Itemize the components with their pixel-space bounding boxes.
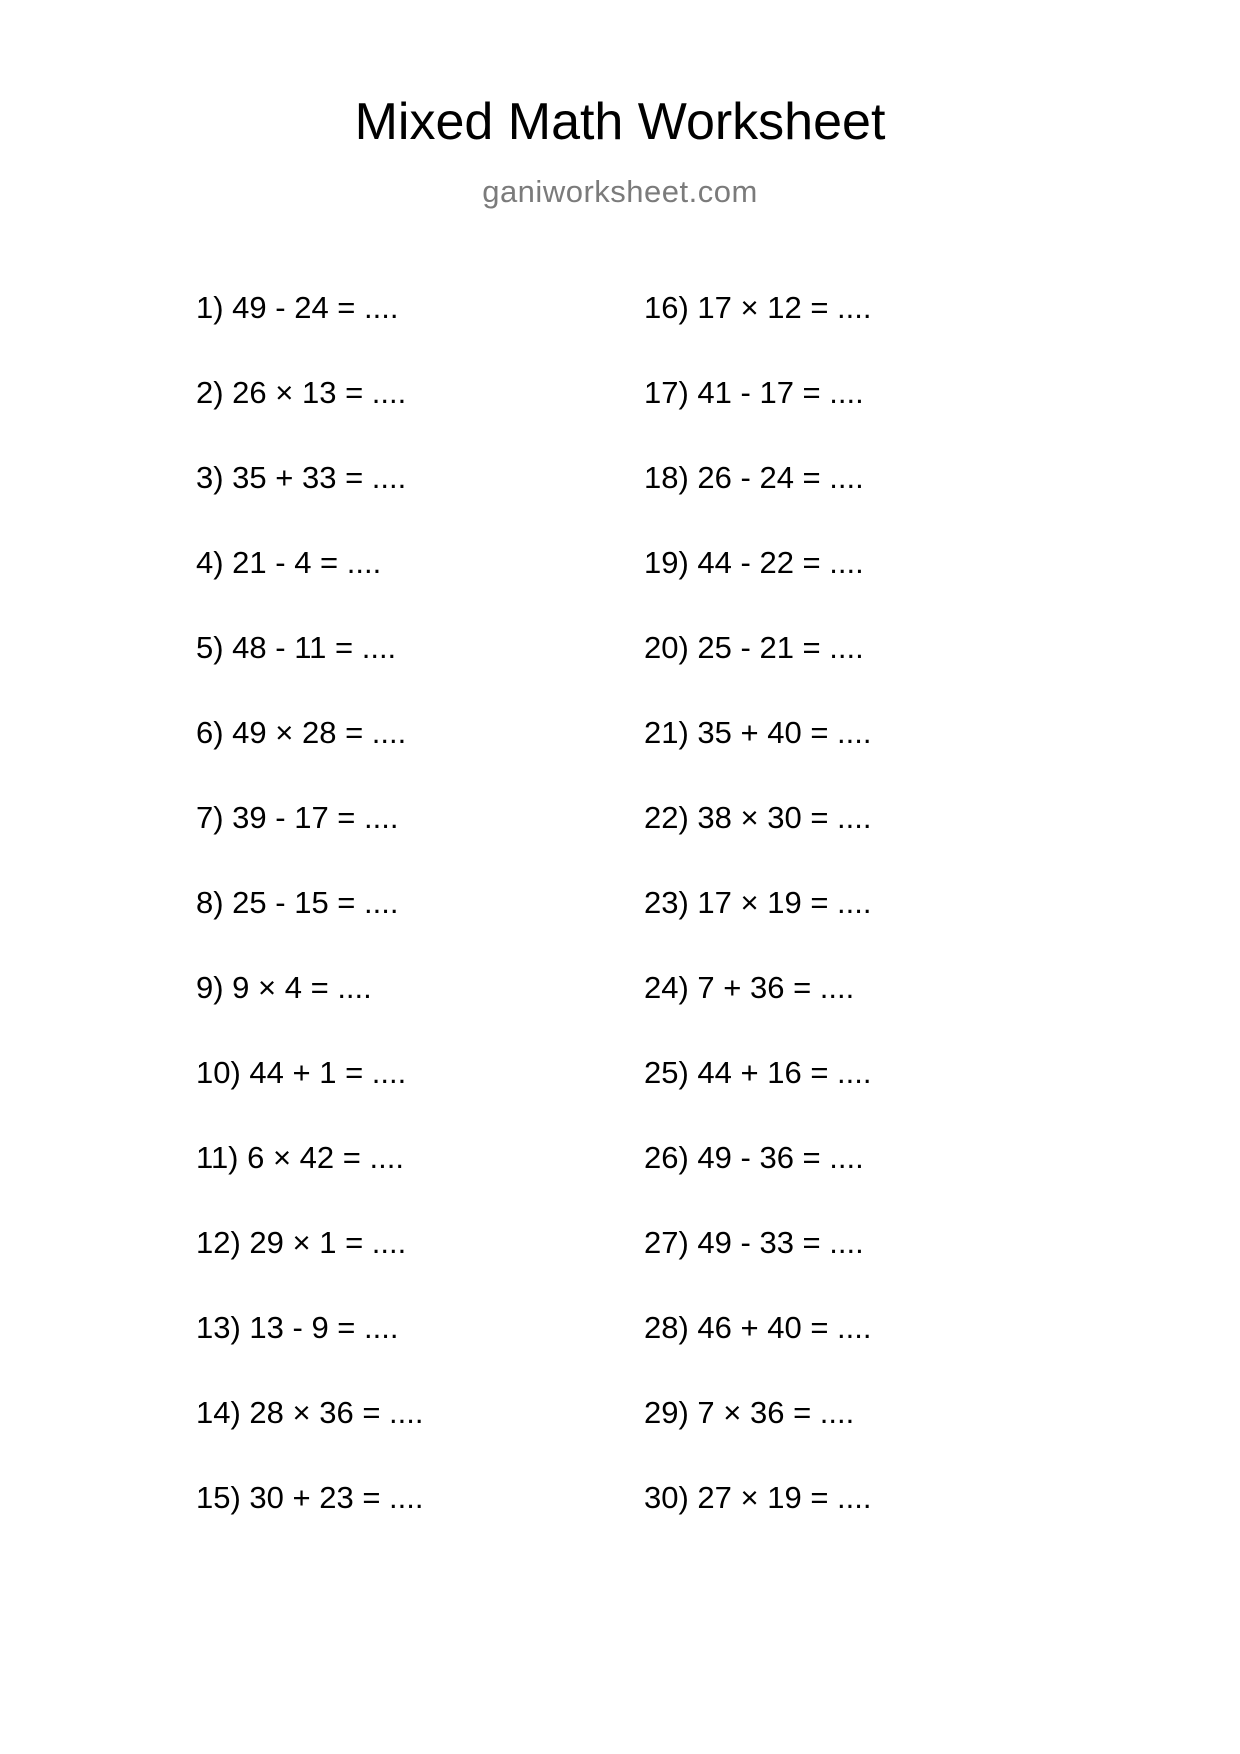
problem-item: 27) 49 - 33 = ....: [644, 1225, 864, 1260]
problem-item: 30) 27 × 19 = ....: [644, 1480, 872, 1515]
problem-list: [0, 292, 1240, 1567]
problem-item: 28) 46 + 40 = ....: [644, 1310, 872, 1345]
problem-item: 12) 29 × 1 = ....: [196, 1225, 407, 1260]
page-subtitle: ganiworksheet.com: [482, 174, 758, 209]
problem-item: 17) 41 - 17 = ....: [644, 375, 864, 410]
problem-item: 15) 30 + 23 = ....: [196, 1480, 424, 1515]
problem-column-left: [196, 292, 496, 1567]
problem-item: 11) 6 × 42 = ....: [196, 1140, 404, 1175]
problem-item: 9) 9 × 4 = ....: [196, 970, 372, 1005]
page-title: Mixed Math Worksheet: [354, 93, 886, 151]
problem-item: 19) 44 - 22 = ....: [644, 545, 864, 580]
problem-item: 26) 49 - 36 = ....: [644, 1140, 864, 1175]
problem-item: 23) 17 × 19 = ....: [644, 885, 872, 920]
problem-item: 21) 35 + 40 = ....: [644, 715, 872, 750]
problem-item: 22) 38 × 30 = ....: [644, 800, 872, 835]
problem-item: 13) 13 - 9 = ....: [196, 1310, 399, 1345]
problem-item: 18) 26 - 24 = ....: [644, 460, 864, 495]
problem-item: 8) 25 - 15 = ....: [196, 885, 399, 920]
problem-item: 14) 28 × 36 = ....: [196, 1395, 424, 1430]
problem-item: 6) 49 × 28 = ....: [196, 715, 407, 750]
problem-item: 20) 25 - 21 = ....: [644, 630, 864, 665]
problem-item: 2) 26 × 13 = ....: [196, 375, 407, 410]
problem-item: 7) 39 - 17 = ....: [196, 800, 399, 835]
problem-item: 16) 17 × 12 = ....: [644, 290, 872, 325]
problem-item: 10) 44 + 1 = ....: [196, 1055, 407, 1090]
problem-item: 29) 7 × 36 = ....: [644, 1395, 855, 1430]
problem-item: 3) 35 + 33 = ....: [196, 460, 407, 495]
problem-item: 25) 44 + 16 = ....: [644, 1055, 872, 1090]
problem-item: 5) 48 - 11 = ....: [196, 630, 397, 665]
problem-item: 1) 49 - 24 = ....: [196, 290, 399, 325]
problem-item: 24) 7 + 36 = ....: [644, 970, 855, 1005]
problem-item: 4) 21 - 4 = ....: [196, 545, 382, 580]
problem-column-right: [644, 292, 1004, 1567]
